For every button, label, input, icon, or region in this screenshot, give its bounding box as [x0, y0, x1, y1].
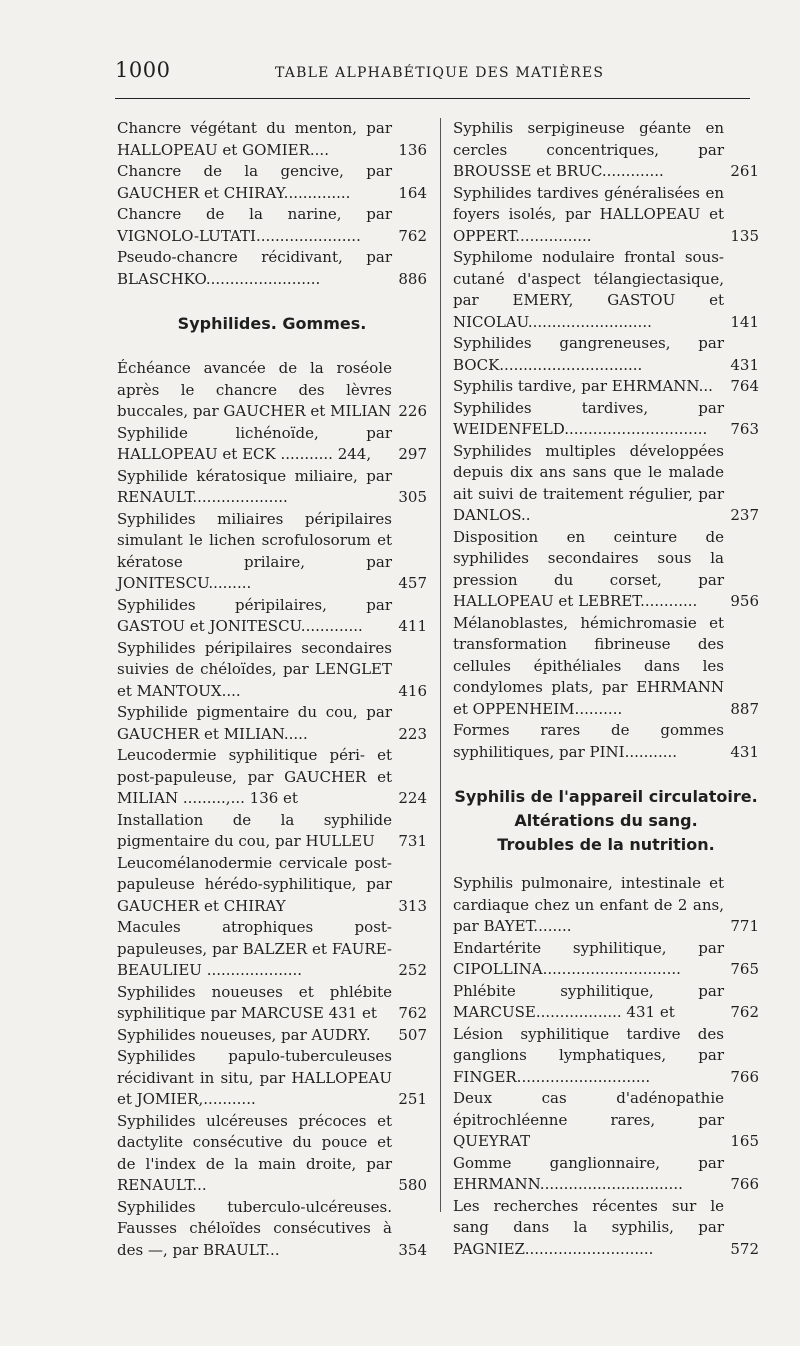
running-title: TABLE ALPHABÉTIQUE DES MATIÈRES	[275, 65, 605, 81]
entry-page: 431	[726, 355, 759, 377]
entry-text: Syphilide kératosique miliaire, par RENAULT....................	[117, 466, 392, 506]
index-entry	[453, 398, 759, 441]
index-entry	[117, 595, 427, 638]
entry-page: 572	[726, 1239, 759, 1261]
index-entry	[117, 161, 427, 204]
index-entry	[453, 333, 759, 376]
entry-text: Syphilides tardives généralisées en foyers isolés, par HALLOPEAU et OPPERT................	[453, 183, 724, 245]
entry-page: 763	[726, 419, 759, 441]
index-entry	[117, 1111, 427, 1197]
entry-page: 313	[394, 896, 427, 918]
entry-page: 165	[726, 1131, 759, 1153]
entry-page: 305	[394, 487, 427, 509]
entry-page: 580	[394, 1175, 427, 1197]
entry-text: Formes rares de gommes syphilitiques, par PINI...........	[453, 721, 724, 761]
index-entry	[117, 982, 427, 1025]
entry-text: Syphilides tardives, par WEIDENFELD..............................	[453, 398, 724, 438]
entry-page: 762	[394, 1003, 427, 1025]
entry-text: Chancre de la narine, par VIGNOLO-LUTATI......................	[117, 205, 392, 245]
entry-page: 411	[394, 616, 427, 638]
index-entry	[117, 204, 427, 247]
entry-page: 416	[394, 681, 427, 703]
column-divider	[440, 118, 441, 1212]
index-entry	[453, 938, 759, 981]
entry-page: 764	[726, 376, 759, 398]
index-entry	[117, 423, 427, 466]
entry-page: 731	[394, 831, 427, 853]
entry-text: Chancre végétant du menton, par HALLOPEAU et GOMIER....	[117, 119, 392, 159]
section-heading-syphilides: Syphilides. Gommes.	[177, 314, 367, 333]
entry-text: Syphilides ulcéreuses précoces et dactylite consécutive du pouce et de l'index de la main droite, par RENAULT...	[117, 1111, 392, 1194]
entry-text: Macules atrophiques post-papuleuses, par BALZER et FAURE-BEAULIEU ....................	[117, 918, 392, 979]
entry-text: Syphilide lichénoïde, par HALLOPEAU et ECK ........... 244,	[117, 423, 392, 463]
entry-text: Syphilides tuberculo-ulcéreuses. Fausses chéloïdes consécutives à des —, par BRAULT...	[117, 1197, 392, 1259]
entry-page: 766	[726, 1174, 759, 1196]
index-entry	[117, 118, 427, 161]
entry-text: Syphilides noueuses, par AUDRY.	[117, 1025, 371, 1044]
entry-page: 457	[394, 573, 427, 595]
section-heading-circulatoire: Syphilis de l'appareil circulatoire.	[454, 787, 758, 806]
entry-page: 887	[726, 699, 759, 721]
index-entry	[453, 441, 759, 527]
entry-text: Disposition en ceinture de syphilides secondaires sous la pression du corset, par HALLOPEAU et LEBRET............	[453, 527, 724, 610]
index-entry	[117, 466, 427, 509]
entry-page: 431	[726, 742, 759, 764]
index-entry	[453, 720, 759, 763]
entry-page: 886	[394, 269, 427, 291]
index-entry	[117, 358, 427, 423]
index-entry	[117, 509, 427, 595]
index-entry	[117, 1025, 427, 1047]
entry-text: Syphilides papulo-tuberculeuses récidivant in situ, par HALLOPEAU et JOMIER,...........	[117, 1047, 392, 1108]
entry-page: 507	[394, 1025, 427, 1047]
index-entry	[453, 1196, 759, 1261]
index-entry	[453, 527, 759, 613]
entry-text: Syphilides miliaires péripilaires simulant le lichen scrofulosorum et kératose prilaire, par JONITESCU.........	[117, 509, 392, 592]
entry-page: 135	[726, 226, 759, 248]
entry-text: Syphilides péripilaires secondaires suivies de chéloïdes, par LENGLET et MANTOUX....	[117, 638, 392, 700]
index-entry	[453, 1088, 759, 1153]
entry-text: Syphilides multiples développées depuis dix ans sans que le malade ait suivi de traitement régulier, par DANLOS..	[453, 441, 724, 524]
entry-text: Syphilis serpigineuse géante en cercles concentriques, par BROUSSE et BRUC.............	[453, 119, 724, 180]
entry-page: 762	[394, 226, 427, 248]
entry-page: 766	[726, 1067, 759, 1089]
entry-text: Syphilis tardive, par EHRMANN...	[453, 377, 713, 395]
entry-text: Chancre de la gencive, par GAUCHER et CHIRAY..............	[117, 162, 392, 202]
entry-text: Syphilome nodulaire frontal sous-cutané d'aspect télangiectasique, par EMERY, GASTOU et NICOLAU..........................	[453, 248, 724, 331]
entry-page: 224	[394, 788, 427, 810]
index-entry	[117, 810, 427, 853]
entry-page: 252	[394, 960, 427, 982]
entry-page: 237	[726, 505, 759, 527]
entry-page: 261	[726, 161, 759, 183]
entry-page: 956	[726, 591, 759, 613]
index-entry	[117, 1046, 427, 1111]
index-entry	[117, 702, 427, 745]
index-entry	[453, 981, 759, 1024]
entry-page: 297	[394, 444, 427, 466]
right-entries-b	[453, 873, 759, 1260]
entry-text: Les recherches récentes sur le sang dans la syphilis, par PAGNIEZ...........................	[453, 1196, 724, 1258]
right-entries-a	[453, 118, 759, 763]
entry-page: 771	[726, 916, 759, 938]
index-entry	[117, 853, 427, 918]
entry-page: 765	[726, 959, 759, 981]
entry-text: Endartérite syphilitique, par CIPOLLINA.............................	[453, 938, 724, 978]
entry-text: Syphilides gangreneuses, par BOCK..............................	[453, 334, 724, 374]
right-column	[453, 118, 759, 1260]
entry-text: Syphilis pulmonaire, intestinale et cardiaque chez un enfant de 2 ans, par BAYET........	[453, 874, 724, 935]
entry-text: Échéance avancée de la roséole après le chancre des lèvres buccales, par GAUCHER et MILIAN	[117, 359, 392, 420]
index-entry	[453, 1153, 759, 1196]
index-entry	[117, 917, 427, 982]
page-header	[115, 58, 750, 88]
entry-text: Syphilides noueuses et phlébite syphilitique par MARCUSE 431 et	[117, 982, 392, 1022]
entry-text: Pseudo-chancre récidivant, par BLASCHKO........................	[117, 248, 392, 288]
entry-text: Leucodermie syphilitique péri- et post-papuleuse, par GAUCHER et MILIAN .........,... 136 et	[117, 746, 392, 807]
index-entry	[453, 613, 759, 721]
entry-page: 354	[394, 1240, 427, 1262]
entry-page: 141	[726, 312, 759, 334]
index-entry	[117, 1197, 427, 1262]
entry-page: 762	[726, 1002, 759, 1024]
index-entry	[453, 376, 759, 398]
entry-page: 223	[394, 724, 427, 746]
index-entry	[453, 873, 759, 938]
entry-page: 164	[394, 183, 427, 205]
entry-text: Syphilides péripilaires, par GASTOU et JONITESCU.............	[117, 595, 392, 635]
header-rule	[115, 98, 750, 99]
index-entry	[453, 1024, 759, 1089]
index-entry	[117, 638, 427, 703]
index-entry	[117, 745, 427, 810]
section-heading-nutrition: Troubles de la nutrition.	[497, 835, 715, 854]
entry-text: Gomme ganglionnaire, par EHRMANN..............................	[453, 1153, 724, 1193]
entry-text: Lésion syphilitique tardive des ganglions lymphatiques, par FINGER............................	[453, 1024, 724, 1086]
entry-text: Mélanoblastes, hémichromasie et transformation fibrineuse des cellules épithéliales dans les condylomes plats, par EHRMANN et OPPENHEIM..........	[453, 613, 724, 718]
entry-text: Leucomélanodermie cervicale post-papuleuse hérédo-syphilitique, par GAUCHER et CHIRAY	[117, 853, 392, 915]
index-entry	[117, 247, 427, 290]
index-entry	[453, 247, 759, 333]
left-column	[117, 118, 427, 1261]
left-entries-a	[117, 118, 427, 290]
entry-text: Deux cas d'adénopathie épitrochléenne rares, par QUEYRAT	[453, 1089, 724, 1150]
entry-page: 136	[394, 140, 427, 162]
entry-page: 226	[394, 401, 427, 423]
entry-page: 251	[394, 1089, 427, 1111]
page-number: 1000	[115, 58, 171, 82]
section-heading-sang: Altérations du sang.	[514, 811, 698, 830]
entry-text: Syphilide pigmentaire du cou, par GAUCHER et MILIAN.....	[117, 703, 392, 743]
left-entries-b	[117, 358, 427, 1261]
index-entry	[453, 183, 759, 248]
entry-text: Installation de la syphilide pigmentaire du cou, par HULLEU	[117, 810, 392, 850]
entry-text: Phlébite syphilitique, par MARCUSE.................. 431 et	[453, 981, 724, 1021]
index-entry	[453, 118, 759, 183]
